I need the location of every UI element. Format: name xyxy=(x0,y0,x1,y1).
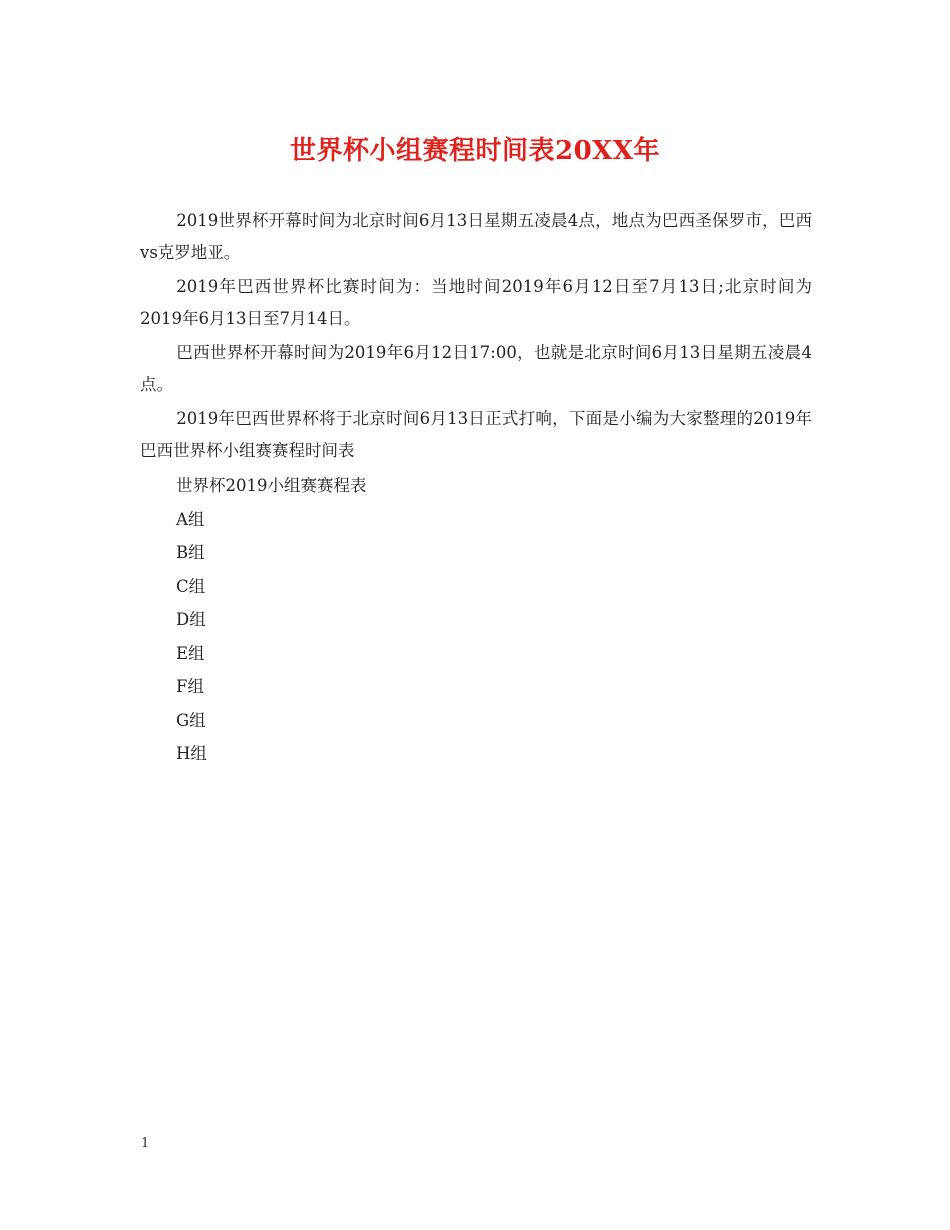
group-d: D组 xyxy=(176,610,206,629)
document-title: 世界杯小组赛程时间表20XX年 xyxy=(289,136,661,166)
document-body xyxy=(140,205,812,771)
group-g: G组 xyxy=(176,710,206,730)
page-number: 1 xyxy=(141,1136,150,1151)
group-f: F组 xyxy=(176,677,204,696)
group-e: E组 xyxy=(176,643,205,663)
schedule-heading: 世界杯2019小组赛赛程表 xyxy=(176,476,367,495)
group-c: C组 xyxy=(176,576,206,596)
paragraph-opening-time: 2019世界杯开幕时间为北京时间6月13日星期五凌晨4点，地点为巴西圣保罗市，巴西vs克罗地亚。 xyxy=(140,211,812,262)
group-b: B组 xyxy=(176,543,205,562)
paragraph-opening-local-time: 巴西世界杯开幕时间为2019年6月12日17:00，也就是北京时间6月13日星期五凌晨4点。 xyxy=(140,343,812,394)
paragraph-match-dates: 2019年巴西世界杯比赛时间为：当地时间2019年6月12日至7月13日;北京时间为2019年6月13日至7月14日。 xyxy=(140,277,812,328)
group-h: H组 xyxy=(176,744,207,763)
group-a: A组 xyxy=(176,509,205,529)
paragraph-intro: 2019年巴西世界杯将于北京时间6月13日正式打响，下面是小编为大家整理的2019年巴西世界杯小组赛赛程时间表 xyxy=(140,409,812,460)
